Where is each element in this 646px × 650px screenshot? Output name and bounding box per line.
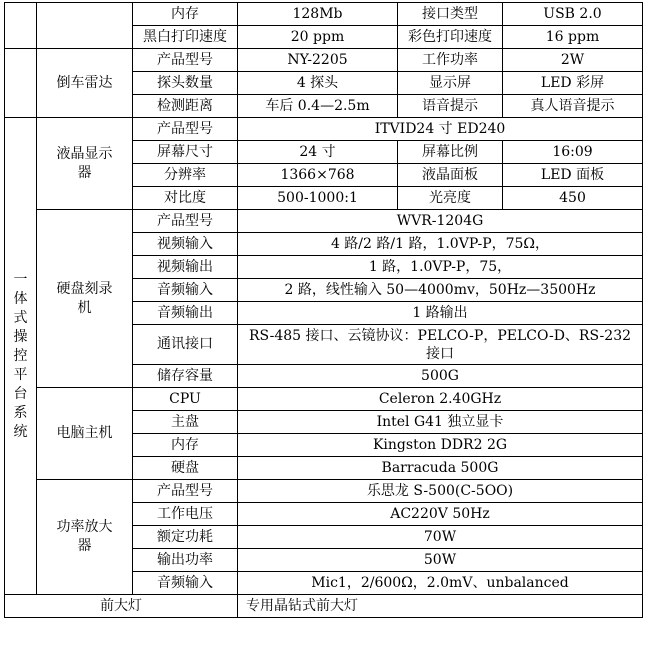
table-row — [5, 595, 643, 618]
system-label — [5, 118, 37, 595]
param-value: 2W — [503, 49, 643, 72]
param-label: 视频输出 — [133, 256, 238, 279]
table-row — [5, 388, 643, 411]
table-row — [5, 118, 643, 141]
category-label: 电脑主机 — [37, 388, 133, 480]
param-label: 主盘 — [133, 411, 238, 434]
param-value: NY-2205 — [238, 49, 398, 72]
param-label: 检测距离 — [133, 95, 238, 118]
param-value: 车后 0.4—2.5m — [238, 95, 398, 118]
param-value: 4 路/2 路/1 路，1.0VP-P，75Ω， — [238, 233, 643, 256]
table-row — [5, 480, 643, 503]
param-label: 语音提示 — [398, 95, 503, 118]
param-label: 音频输入 — [133, 572, 238, 595]
param-value: 500-1000:1 — [238, 187, 398, 210]
param-label: 显示屏 — [398, 72, 503, 95]
param-label: 产品型号 — [133, 210, 238, 233]
param-label: 探头数量 — [133, 72, 238, 95]
param-value: RS-485 接口、云镜协议：PELCO-P，PELCO-D、RS-232 接口 — [238, 325, 643, 365]
blank-cell — [5, 3, 37, 49]
param-value: LED 面板 — [503, 164, 643, 187]
param-label: 分辨率 — [133, 164, 238, 187]
category-label: 硬盘刻录机 — [37, 210, 133, 388]
spec-table — [4, 2, 643, 618]
param-value: WVR-1204G — [238, 210, 643, 233]
param-label: 接口类型 — [398, 3, 503, 26]
param-value: 1 路输出 — [238, 302, 643, 325]
param-value: 1 路，1.0VP-P，75， — [238, 256, 643, 279]
param-value: Mic1，2/600Ω，2.0mV、unbalanced — [238, 572, 643, 595]
category-label: 液晶显示器 — [37, 118, 133, 210]
param-value: Barracuda 500G — [238, 457, 643, 480]
param-value: 16 ppm — [503, 26, 643, 49]
param-value: Celeron 2.40GHz — [238, 388, 643, 411]
param-value: 20 ppm — [238, 26, 398, 49]
param-label: 工作功率 — [398, 49, 503, 72]
param-label: 彩色打印速度 — [398, 26, 503, 49]
param-value: 24 寸 — [238, 141, 398, 164]
headlight-value: 专用晶钻式前大灯 — [238, 595, 643, 618]
param-value: Kingston DDR2 2G — [238, 434, 643, 457]
param-label: 额定功耗 — [133, 526, 238, 549]
param-value: ITVID24 寸 ED240 — [238, 118, 643, 141]
param-label: 黑白打印速度 — [133, 26, 238, 49]
param-value: 乐思龙 S-500(C-5OO) — [238, 480, 643, 503]
system-label-text: 一体式操控平台系统 — [13, 271, 28, 440]
table-row — [5, 3, 643, 26]
param-label: 内存 — [133, 434, 238, 457]
param-label: CPU — [133, 388, 238, 411]
param-label: 产品型号 — [133, 480, 238, 503]
param-label: 输出功率 — [133, 549, 238, 572]
param-label: 产品型号 — [133, 49, 238, 72]
param-label: 对比度 — [133, 187, 238, 210]
param-value: 16:09 — [503, 141, 643, 164]
param-value: 70W — [238, 526, 643, 549]
param-value: AC220V 50Hz — [238, 503, 643, 526]
blank-cell — [5, 49, 37, 118]
blank-cell — [37, 3, 133, 49]
spec-table-body — [5, 3, 643, 618]
param-label: 音频输入 — [133, 279, 238, 302]
param-value: 50W — [238, 549, 643, 572]
param-value: Intel G41 独立显卡 — [238, 411, 643, 434]
category-label: 倒车雷达 — [37, 49, 133, 118]
param-label: 硬盘 — [133, 457, 238, 480]
param-label: 屏幕比例 — [398, 141, 503, 164]
param-label: 液晶面板 — [398, 164, 503, 187]
param-value: 1366×768 — [238, 164, 398, 187]
param-value: 2 路，线性输入 50—4000mv，50Hz—3500Hz — [238, 279, 643, 302]
param-label: 工作电压 — [133, 503, 238, 526]
param-value: 真人语音提示 — [503, 95, 643, 118]
param-value: USB 2.0 — [503, 3, 643, 26]
param-value: 500G — [238, 365, 643, 388]
category-label: 功率放大器 — [37, 480, 133, 595]
param-label: 产品型号 — [133, 118, 238, 141]
param-value: 450 — [503, 187, 643, 210]
param-label: 通讯接口 — [133, 325, 238, 365]
param-label: 储存容量 — [133, 365, 238, 388]
table-row — [5, 210, 643, 233]
param-label: 视频输入 — [133, 233, 238, 256]
param-value: LED 彩屏 — [503, 72, 643, 95]
param-value: 128Mb — [238, 3, 398, 26]
param-label: 音频输出 — [133, 302, 238, 325]
param-label: 光亮度 — [398, 187, 503, 210]
param-label: 屏幕尺寸 — [133, 141, 238, 164]
param-label: 内存 — [133, 3, 238, 26]
table-row — [5, 49, 643, 72]
param-value: 4 探头 — [238, 72, 398, 95]
headlight-label: 前大灯 — [5, 595, 238, 618]
